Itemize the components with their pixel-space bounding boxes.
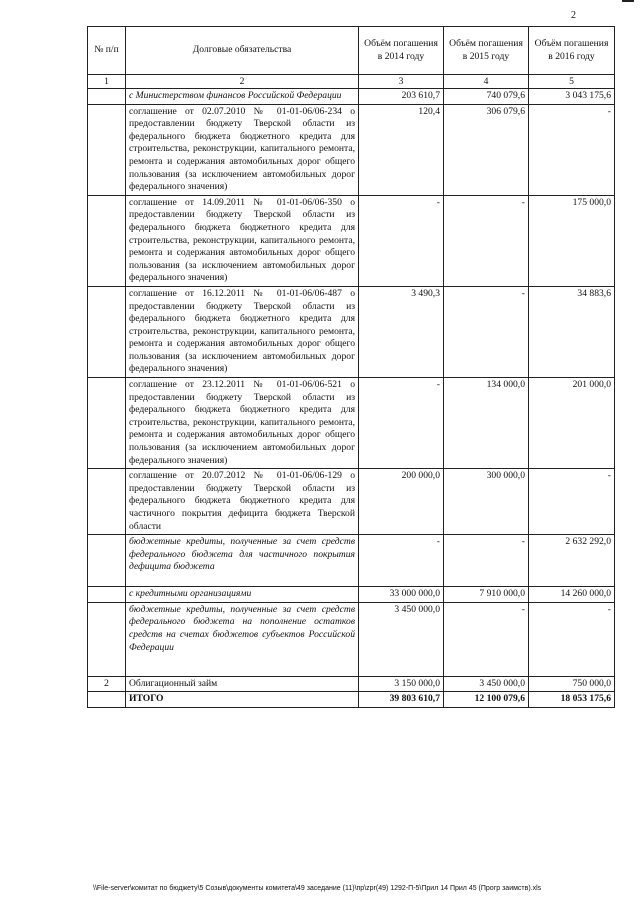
table-row [88, 378, 615, 469]
row-value-2015: 306 079,6 [444, 104, 529, 195]
col-index: 2 [126, 75, 359, 89]
row-value-2014: - [359, 378, 444, 469]
header-description: Долговые обязательства [126, 27, 359, 75]
row-value-2016: 34 883,6 [529, 286, 615, 377]
col-index: 3 [359, 75, 444, 89]
row-num [88, 89, 126, 105]
row-description: соглашение от 14.09.2011 № 01-01-06/06-350 о предоставлении бюджету Тверской области из федерального бюджета бюджетного кредита для строительства, реконструкции, капитального ремонта, ремонта и содержания автомобильных дорог общего пользования (за исключением автомобильных дорог федерального значения) [126, 195, 359, 286]
table-row [88, 104, 615, 195]
row-value-2014: 3 150 000,0 [359, 676, 444, 692]
row-description: соглашение от 23.12.2011 № 01-01-06/06-521 о предоставлении бюджету Тверской области из федерального бюджета бюджетного кредита для строительства, реконструкции, капитального ремонта, ремонта и содержания автомобильных дорог общего пользования (за исключением автомобильных дорог федерального значения) [126, 378, 359, 469]
table-row [88, 676, 615, 692]
table-row [88, 602, 615, 676]
total-value-2015: 12 100 079,6 [444, 692, 529, 708]
row-value-2016: 14 260 000,0 [529, 587, 615, 603]
row-description: с кредитными организациями [126, 587, 359, 603]
row-num [88, 587, 126, 603]
table-row [88, 286, 615, 377]
table-row [88, 89, 615, 105]
row-num [88, 104, 126, 195]
col-index: 5 [529, 75, 615, 89]
row-value-2015: 3 450 000,0 [444, 676, 529, 692]
total-label: ИТОГО [126, 692, 359, 708]
row-num [88, 535, 126, 587]
row-description: соглашение от 16.12.2011 № 01-01-06/06-487 о предоставлении бюджету Тверской области из федерального бюджета бюджетного кредита для строительства, реконструкции, капитального ремонта, ремонта и содержания автомобильных дорог общего пользования (за исключением автомобильных дорог федерального значения) [126, 286, 359, 377]
row-num [88, 469, 126, 535]
row-description: Облигационный займ [126, 676, 359, 692]
row-value-2015: 300 000,0 [444, 469, 529, 535]
total-value-2014: 39 803 610,7 [359, 692, 444, 708]
row-value-2014: 33 000 000,0 [359, 587, 444, 603]
corner-mark [622, 0, 634, 2]
table-row [88, 535, 615, 587]
header-2015: Объём погашения в 2015 году [444, 27, 529, 75]
row-value-2016: 2 632 292,0 [529, 535, 615, 587]
table-row [88, 195, 615, 286]
row-description: бюджетные кредиты, полученные за счет средств федерального бюджета на пополнение остатков средств на счетах бюджетов субъектов Российской Федерации [126, 602, 359, 676]
table-row [88, 469, 615, 535]
row-num [88, 195, 126, 286]
row-value-2015: - [444, 535, 529, 587]
row-value-2014: 3 450 000,0 [359, 602, 444, 676]
row-value-2014: - [359, 535, 444, 587]
total-row [88, 692, 615, 708]
row-value-2014: 200 000,0 [359, 469, 444, 535]
row-num [88, 692, 126, 708]
debt-obligations-table [87, 26, 615, 708]
row-description: соглашение от 02.07.2010 № 01-01-06/06-234 о предоставлении бюджету Тверской области из федерального бюджета бюджетного кредита для строительства, реконструкции, капитального ремонта, ремонта и содержания автомобильных дорог общего пользования (за исключением автомобильных дорог федерального значения) [126, 104, 359, 195]
row-value-2015: 7 910 000,0 [444, 587, 529, 603]
row-value-2014: - [359, 195, 444, 286]
row-value-2014: 3 490,3 [359, 286, 444, 377]
row-value-2015: - [444, 286, 529, 377]
total-value-2016: 18 053 175,6 [529, 692, 615, 708]
row-value-2016: 750 000,0 [529, 676, 615, 692]
row-description: соглашение от 20.07.2012 № 01-01-06/06-129 о предоставлении бюджету Тверской области из федерального бюджета бюджетного кредита для частичного покрытия дефицита бюджета Тверской области [126, 469, 359, 535]
row-value-2016: - [529, 104, 615, 195]
row-num [88, 378, 126, 469]
footer-file-path: \\File-server\комитат по бюджету\5 Созыв\документы комитета\49 заседание (11)\пр\zpr(49) 1292-П-5\Прил 14 Прил 45 (Прогр заимств).xls [93, 885, 542, 892]
row-value-2014: 120,4 [359, 104, 444, 195]
page-number: 2 [571, 10, 576, 21]
row-value-2016: - [529, 469, 615, 535]
header-num: № п/п [88, 27, 126, 75]
row-value-2014: 203 610,7 [359, 89, 444, 105]
row-value-2016: 3 043 175,6 [529, 89, 615, 105]
col-index: 4 [444, 75, 529, 89]
row-num [88, 602, 126, 676]
header-2016: Объём погашения в 2016 году [529, 27, 615, 75]
row-num [88, 286, 126, 377]
row-num: 2 [88, 676, 126, 692]
row-value-2016: - [529, 602, 615, 676]
row-value-2015: 740 079,6 [444, 89, 529, 105]
row-description: бюджетные кредиты, полученные за счет средств федерального бюджета для частичного покрытия дефицита бюджета [126, 535, 359, 587]
row-value-2016: 175 000,0 [529, 195, 615, 286]
row-value-2016: 201 000,0 [529, 378, 615, 469]
header-2014: Объём погашения в 2014 году [359, 27, 444, 75]
row-value-2015: 134 000,0 [444, 378, 529, 469]
row-description: с Министерством финансов Российской Федерации [126, 89, 359, 105]
col-index: 1 [88, 75, 126, 89]
row-value-2015: - [444, 195, 529, 286]
row-value-2015: - [444, 602, 529, 676]
table-row [88, 587, 615, 603]
